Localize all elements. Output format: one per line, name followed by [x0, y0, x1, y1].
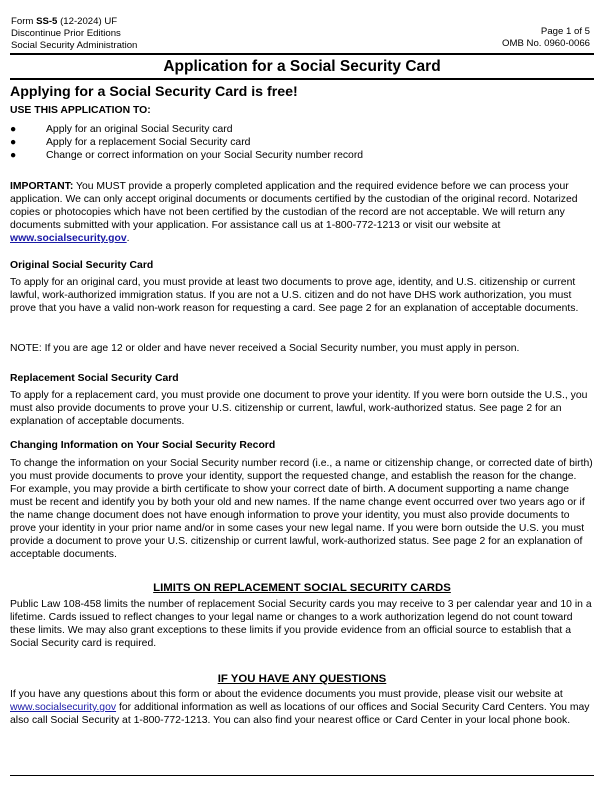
form-header-left — [11, 16, 137, 52]
limits-heading: LIMITS ON REPLACEMENT SOCIAL SECURITY CARDS — [153, 582, 451, 594]
original-card-heading: Original Social Security Card — [10, 260, 154, 271]
form-prefix: Form — [11, 16, 37, 27]
questions-text-before: If you have any questions about this form or about the evidence documents you must provide, please visit our website at — [10, 689, 563, 700]
header-rule-bottom — [10, 78, 594, 80]
bullet-icon: ● — [10, 137, 17, 148]
original-card-note: NOTE: If you are age 12 or older and have never received a Social Security number, you must apply in person. — [10, 343, 520, 354]
page-number: Page 1 of 5 — [540, 26, 590, 37]
bullet-icon: ● — [10, 150, 17, 161]
important-end: . — [126, 233, 130, 244]
omb-number: OMB No. 0960-0066 — [502, 38, 590, 49]
bullet-icon: ● — [10, 124, 17, 135]
form-date: (12-2024) UF — [57, 16, 118, 27]
form-editions-note: Discontinue Prior Editions — [11, 28, 121, 39]
form-header-right — [502, 26, 590, 50]
list-item-text: Apply for a replacement Social Security card — [46, 137, 251, 148]
questions-text — [10, 688, 594, 727]
list-item — [10, 123, 363, 136]
questions-heading: IF YOU HAVE ANY QUESTIONS — [217, 673, 387, 685]
changing-info-heading: Changing Information on Your Social Security Record — [10, 440, 276, 451]
footer-rule — [10, 775, 594, 776]
list-item-text: Apply for an original Social Security card — [46, 124, 233, 135]
important-paragraph — [10, 180, 594, 245]
replacement-card-heading: Replacement Social Security Card — [10, 373, 179, 384]
form-id-line — [11, 16, 137, 28]
form-id: SS-5 — [36, 16, 58, 27]
socialsecurity-link[interactable]: www.socialsecurity.gov — [10, 233, 127, 244]
replacement-card-text: To apply for a replacement card, you must provide one document to prove your identity. If you were born outside the U.S., you must also provide documents to prove your U.S. citizenship or current, lawful, work-authorized status. See page 2 for an explanation of acceptable documents. — [10, 390, 588, 427]
free-heading: Applying for a Social Security Card is free! — [10, 84, 298, 100]
list-item — [10, 136, 363, 149]
use-list — [10, 123, 363, 162]
questions-text-after: for additional information as well as locations of our offices and Social Security Card Centers. You may also call Social Security at 1-800-772-1213. You can also find your nearest office or Card Center in your local phone book. — [10, 702, 590, 726]
important-label: IMPORTANT: — [10, 181, 74, 192]
changing-info-text: To change the information on your Social Security number record (i.e., a name or citizenship change, or corrected date of birth) you must provide documents to prove your identity, support the requested change, and establish the reason for the change. For example, you may provide a birth certificate to show your correct date of birth. A document supporting a name change must be recent and identify you by both your old and new names. If the name change event occurred over two years ago or if the name change document does not have enough information to prove your identity, you must also provide documents to prove your identity in your prior name and/or in some cases your new legal name. If you were born outside the U.S. you must provide a document to prove your U.S. citizenship or current lawful, work-authorized status. See page 2 for an explanation of acceptable documents. — [10, 458, 593, 560]
important-text: You MUST provide a properly completed application and the required evidence before we can process your application. We can only accept original documents or documents certified by the custodian of the original record. Notarized copies or photocopies which have not been certified by the custodian of the record are not acceptable. We will return any documents submitted with your application. For assistance call us at 1-800-772-1213 or visit our website at — [10, 181, 578, 231]
list-item — [10, 149, 363, 162]
socialsecurity-link-2[interactable]: www.socialsecurity.gov — [10, 702, 117, 713]
form-agency: Social Security Administration — [11, 40, 138, 51]
header-rule-top — [10, 53, 594, 55]
list-item-text: Change or correct information on your Social Security number record — [46, 150, 364, 161]
limits-text: Public Law 108-458 limits the number of replacement Social Security cards you may receive to 3 per calendar year and 10 in a lifetime. Cards issued to reflect changes to your legal name or changes to a work authorization legend do not count toward these limits. We may also grant exceptions to these limits if you provide evidence from an official source to establish that a Social Security card is required. — [10, 599, 592, 649]
use-heading: USE THIS APPLICATION TO: — [10, 105, 151, 116]
original-card-text: To apply for an original card, you must provide at least two documents to prove age, identity, and U.S. citizenship or current lawful, work-authorized immigration status. If you are not a U.S. citizen and do not have DHS work authorization, you must prove that you have a valid non-work reason for requesting a card. See page 2 for an explanation of acceptable documents. — [10, 277, 579, 314]
page-title: Application for a Social Security Card — [163, 58, 441, 75]
